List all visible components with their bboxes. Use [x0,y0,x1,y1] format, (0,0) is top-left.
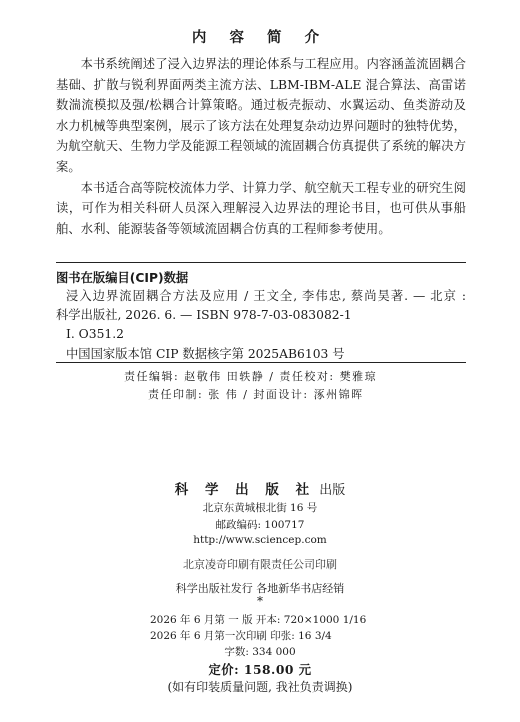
publisher-imprint [0,478,520,498]
credits-production [0,386,520,402]
cip-top-rule [56,262,466,263]
credits-line-2: 责任印制: 张 伟 / 封面设计: 涿州锦晖 [148,388,364,401]
cip-line-title: 浸入边界流固耦合方法及应用 / 王文全, 李伟忠, 蔡尚昊著. — 北京 : [66,289,466,303]
distribution-line: 科学出版社发行 各地新华书店经销 [175,582,345,595]
cip-bottom-rule [56,362,466,363]
cip-heading: 图书在版编目(CIP)数据 [56,271,189,285]
edition-line: 2026 年 6 月第 一 版 开本: 720×1000 1/16 [150,614,367,626]
word-count: 字数: 334 000 [224,646,296,658]
intro-text [56,54,466,239]
quality-note: (如有印装质量问题, 我社负责调换) [167,680,353,694]
price: 定价: 158.00 元 [208,662,312,677]
credits-editors [0,368,520,384]
separator-star: * [257,594,263,608]
intro-paragraph-2: 本书适合高等院校流体力学、计算力学、航空航天工程专业的研究生阅读，可作为相关科研人员深入理解浸入边界法的理论书目，也可供从事船舶、水利、能源装备等领域流固耦合仿真的工程师参考使用。 [56,180,466,236]
publisher-postcode: 邮政编码: 100717 [215,519,305,531]
publisher-name: 科 学 出 版 社 [174,482,316,498]
publisher-website: http://www.sciencep.com [193,534,327,546]
printer-line: 北京凌奇印刷有限责任公司印刷 [183,558,337,571]
printing-line: 2026 年 6 月第一次印刷 印张: 16 3/4 [150,630,332,642]
intro-paragraph-1: 本书系统阐述了浸入边界法的理论体系与工程应用。内容涵盖流固耦合基础、扩散与锐利界面两类主流方法、LBM-IBM-ALE 混合算法、高雷诺数湍流模拟及强/松耦合计算策略。通过板壳振动、水翼运动、鱼类游动及水力机械等典型案例，展示了该方法在处理复杂动边界问题时的独特优势，为航空航天、生物力学及能源工程领域的流固耦合仿真提供了系统的解决方案。 [56,57,466,174]
cip-block [56,287,466,364]
credits-line-1: 责任编辑: 赵敬伟 田轶静 / 责任校对: 樊雅琼 [124,370,378,383]
cip-line-publisher: 科学出版社, 2026. 6. — ISBN 978-7-03-083082-1 [56,308,352,323]
intro-heading: 内 容 简 介 [191,30,329,46]
cip-line-classification: I. O351.2 [66,327,124,342]
publisher-suffix: 出版 [319,483,346,498]
cip-line-record-number: 中国国家版本馆 CIP 数据核字第 2025AB6103 号 [66,346,345,361]
publisher-address: 北京东黄城根北街 16 号 [202,502,318,514]
